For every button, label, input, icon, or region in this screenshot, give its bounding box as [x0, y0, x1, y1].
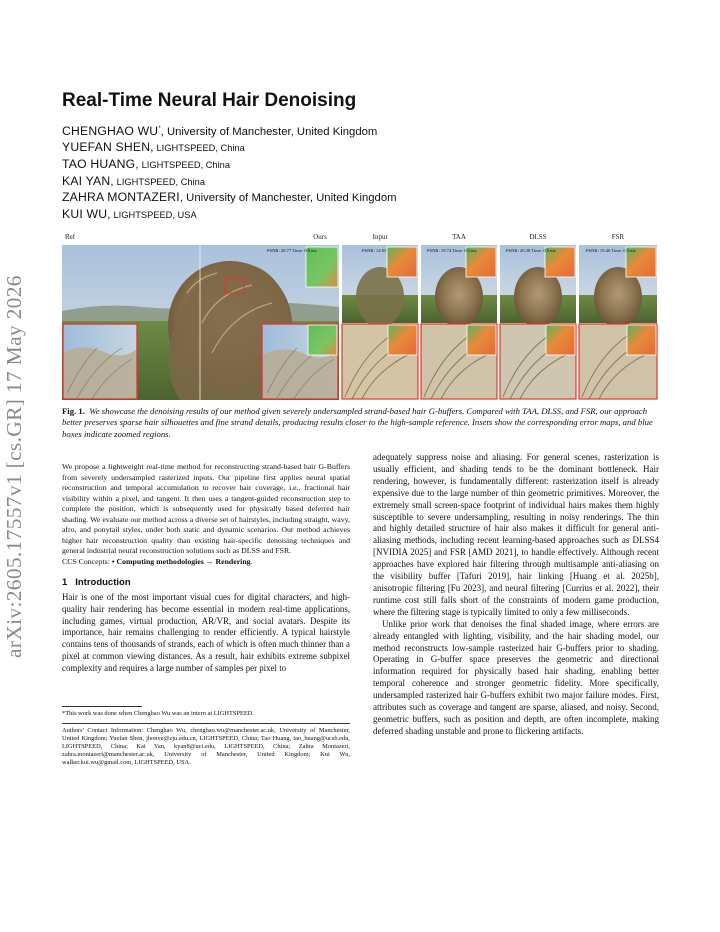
author-footnote: *This work was done when Chenghao Wu was an intern at LIGHTSPEED. [62, 710, 255, 717]
author-affiliation: University of Manchester, United Kingdom [166, 125, 378, 138]
caption-text: We showcase the denoising results of our method given severely undersampled strand-based hair G-buffers. Compared with TAA, DLSS, and FSR, our approach better preserves sparse hair silhouettes and fine strand details, producing results closer to the high-sample reference. Insets show the corresponding error maps, and blue boxes indicate zoomed regions. [62, 406, 653, 439]
metric-ours: PSNR: 28.77 Time: 0.8 ms [267, 248, 317, 253]
footnote-rule [62, 706, 142, 707]
figure-caption [62, 406, 658, 440]
section-number: 1 [62, 577, 68, 589]
author-name: KUI WU [62, 206, 108, 221]
arxiv-stamp: arXiv:2605.17557v1 [cs.GR] 17 May 2026 [2, 275, 26, 658]
author-entry [62, 174, 397, 191]
section-heading [62, 578, 350, 589]
author-list [62, 122, 397, 223]
paper-title: Real-Time Neural Hair Denoising [62, 90, 357, 111]
comparison-taa [421, 245, 497, 399]
author-name: KAI YAN [62, 173, 111, 188]
comparison-fsr [579, 245, 657, 399]
teaser-figure [62, 233, 658, 401]
author-contact-info: Authors' Contact Information: Chenghao Wu, chenghao.wu@manchester.ac.uk, University of Manchester, United Kingdom; Yuefan Shen, jhonve@zju.edu.cn, LIGHTSPEED, China; Tao Huang, tao_huang@ucsb.edu, LIGHTSPEED, China; Kai Yan, kyan8@uci.edu, LIGHTSPEED, China; Zahra Montazeri, zahra.montazeri@manchester.ac.uk, University of Manchester, United Kingdom; Kui Wu, walker.kui.wu@gmail.com, LIGHTSPEED, USA. [62, 727, 350, 767]
metric-input: PSNR: 14.83 [362, 248, 387, 253]
ours-zoom-inset [262, 324, 338, 399]
body-paragraph: Unlike prior work that denoises the final shaded image, where errors are already entangled with lighting, visibility, and the hair shading model, our method reconstructs low-sample rasterized hair G-buffers prior to shading. Operating in G-buffer space preserves the geometric and directional information required for physically based hair shading, enabling better temporal coherence and stronger geometric fidelity. More specifically, undersampled rasterized hair G-buffers exhibit two major failure modes. First, attributes such as coverage and tangent are sparse, aliased, and noisy. Second, geometric buffers, such as position and depth, are often incomplete, making deferred shading unstable and prone to flickering artifacts. [373, 618, 659, 736]
author-affiliation: LIGHTSPEED, China [156, 143, 245, 154]
author-entry [62, 122, 397, 140]
metric-taa: PSNR: 19.74 Time: 0.1 ms [427, 248, 477, 253]
author-entry [62, 140, 397, 157]
body-paragraph: adequately suppress noise and aliasing. For general scenes, rasterization is usually efficient, and shading tends to be the dominant bottleneck. Hair rendering, however, is fundamentally different: rasterization itself is already expensive due to the large number of thin geometric primitives. Moreover, the extremely small screen-space footprint of individual hairs makes them highly susceptible to severe undersampling, resulting in noisy renderings. The thin and highly detailed structure of hair also makes it difficult for general anti-aliasing methods, including recent learning-based approaches such as DLSS4 [NVIDIA 2025] and FSR [AMD 2021], to handle effectively. Although recent approaches have explored hair filtering through multisample anti-aliasing on the visibility buffer [Tafuri 2019], hair linking [Huang et al. 2025b], anisotropic filtering [Fu 2023], and neural filtering [Currius et al. 2022], their runtime cost still falls short of the constraints of modern game production, where the filtering stage is typically limited to only a few milliseconds. [373, 452, 659, 617]
author-affiliation: LIGHTSPEED, China [141, 159, 230, 170]
label-ref: Ref [64, 233, 76, 241]
author-name: TAO HUANG [62, 156, 136, 171]
author-name: YUEFAN SHEN [62, 140, 151, 155]
ccs-concepts [62, 557, 350, 568]
label-input: Input [372, 233, 388, 241]
author-separator: , [179, 192, 187, 205]
author-footnote-mark: * [158, 126, 161, 132]
label-dlss: DLSS [529, 233, 547, 241]
left-column [62, 462, 350, 674]
contact-rule [62, 723, 350, 724]
ccs-suffix: . [250, 556, 253, 566]
author-affiliation: University of Manchester, United Kingdom [186, 192, 397, 205]
author-entry [62, 157, 397, 174]
ccs-bullet: • [111, 556, 117, 566]
author-separator: , [107, 208, 114, 221]
label-ours: Ours [313, 233, 327, 241]
ccs-concept: Computing methodologies → Rendering [116, 556, 251, 566]
author-name: ZAHRA MONTAZERI [62, 190, 180, 205]
intro-paragraph: Hair is one of the most important visual cues for digital characters, and high-quality hair rendering has become essential in modern real-time applications, including games, virtual production, AR/VR, and social avatars. Despite its importance, hair remains challenging to render efficiently. A typical hairstyle contains tens of thousands of strands, each of which is often much thinner than a pixel at common viewing distances. As a result, hair exhibits extreme subpixel complexity and requires a large number of samples per pixel to [62, 591, 350, 673]
right-column [373, 452, 659, 738]
metric-dlss: PSNR: 20.38 Time: 0.5 ms [506, 248, 556, 253]
label-fsr: FSR [611, 233, 625, 241]
author-separator: , [150, 142, 157, 155]
ccs-prefix: CCS Concepts: [62, 556, 112, 566]
author-name: CHENGHAO WU [62, 123, 159, 138]
ref-zoom-inset [63, 324, 137, 399]
label-taa: TAA [452, 233, 466, 241]
ours-error-map [306, 247, 338, 287]
author-separator: , [110, 175, 117, 188]
section-title: Introduction [75, 577, 131, 589]
author-entry [62, 190, 397, 207]
author-affiliation: LIGHTSPEED, USA [113, 209, 197, 220]
caption-label: Fig. 1. [62, 406, 85, 416]
comparison-input [342, 245, 418, 399]
author-affiliation: LIGHTSPEED, China [116, 176, 206, 187]
metric-fsr: PSNR: 19.46 Time: 0.5 ms [586, 248, 636, 253]
comparison-dlss [500, 245, 576, 399]
teaser-figure-graphics [62, 233, 658, 401]
author-separator: , [135, 158, 142, 171]
abstract: We propose a lightweight real-time method for reconstructing strand-based hair G-Buffers from severely undersampled rasterized inputs. Our pipeline first applies neural spatial reconstruction and temporal accumulation to recover hair coverage, i.e., fractional hair visibility within a pixel, and tangent. It then uses a tangent-guided reconstruction step to complete the position, which is subsequently used for physically based deferred hair shading. We evaluate our method across a diverse set of hairstyles, including straight, wavy, afro, and ponytail styles, under both static and dynamic scenarios. Our method achieves higher hair reconstruction quality than existing hair-specific denoising techniques and general industrial neural reconstruction solutions such as DLSS and FSR. [62, 462, 350, 555]
author-entry [62, 207, 397, 224]
author-separator: , [160, 125, 167, 138]
